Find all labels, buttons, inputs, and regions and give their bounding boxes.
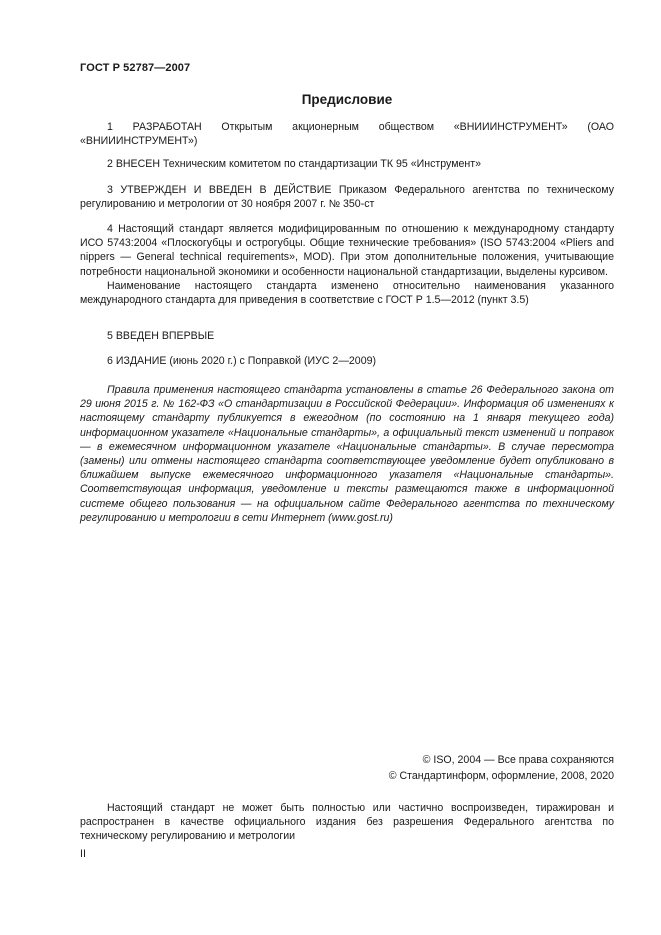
foreword-item-3 bbox=[80, 183, 614, 211]
foreword-item-text: 2 ВНЕСЕН Техническим комитетом по стандартизации ТК 95 «Инструмент» bbox=[107, 158, 481, 170]
foreword-item-2 bbox=[80, 157, 614, 171]
foreword-item-text: 3 УТВЕРЖДЕН И ВВЕДЕН В ДЕЙСТВИЕ Приказом Федерального агентства по техническому регулированию и метрологии от 30 ноября 2007 г. № 350-ст bbox=[80, 184, 614, 211]
foreword-item-6 bbox=[80, 354, 614, 368]
foreword-item-text: Наименование настоящего стандарта изменено относительно наименования указанного международного стандарта для приведения в соответствие с ГОСТ Р 1.5—2012 (пункт 3.5) bbox=[80, 279, 614, 307]
copyright-iso: © ISO, 2004 — Все права сохраняются bbox=[422, 754, 614, 766]
reproduction-notice-text: Настоящий стандарт не может быть полностью или частично воспроизведен, тиражирован и распространен в качестве официального издания без разрешения Федерального агентства по техническому регулированию и метрологии bbox=[80, 802, 614, 843]
copyright-standartinform: © Стандартинформ, оформление, 2008, 2020 bbox=[388, 770, 614, 782]
rules-notice bbox=[80, 383, 614, 525]
foreword-item-5 bbox=[80, 329, 614, 343]
page-number: II bbox=[80, 848, 86, 860]
foreword-item-1 bbox=[80, 120, 614, 148]
copyright-block bbox=[389, 752, 614, 784]
rules-notice-text: Правила применения настоящего стандарта установлены в статье 26 Федерального закона от 29 июня 2015 г. № 162-ФЗ «О стандартизации в Российской Федерации». Информация об изменениях к настоящему стандарту публикуется в ежегодном (по состоянию на 1 января текущего года) информационном указателе «Национальные стандарты», а официальный текст изменений и поправок — в ежемесячном информационном указателе «Национальные стандарты». В случае пересмотра (замены) или отмены настоящего стандарта соответствующее уведомление будет опубликовано в ближайшем выпуске ежемесячного информационного указателя «Национальные стандарты». Соответствующая информация, уведомление и тексты размещаются также в информационной системе общего пользования — на официальном сайте Федерального агентства по техническому регулированию и метрологии в сети Интернет (www.gost.ru) bbox=[80, 384, 614, 524]
foreword-item-text: 5 ВВЕДЕН ВПЕРВЫЕ bbox=[107, 330, 215, 342]
page-title: Предисловие bbox=[301, 92, 393, 107]
foreword-item-4 bbox=[80, 222, 614, 307]
reproduction-notice bbox=[80, 801, 614, 844]
foreword-item-text: 6 ИЗДАНИЕ (июнь 2020 г.) с Поправкой (ИУС 2—2009) bbox=[107, 355, 377, 367]
foreword-item-text: 4 Настоящий стандарт является модифицированным по отношению к международному стандарту ИСО 5743:2004 «Плоскогубцы и острогубцы. Общие технические требования» (ISO 5743:2004 «Pliers and nippers — General technical requirements», MOD). При этом дополнительные положения, учитывающие потребности национальной экономики и особенности национальной стандартизации, выделены курсивом. bbox=[80, 223, 614, 278]
foreword-item-text: 1 РАЗРАБОТАН Открытым акционерным обществом «ВНИИИНСТРУМЕНТ» (ОАО «ВНИИИНСТРУМЕНТ») bbox=[80, 121, 614, 148]
document-code: ГОСТ Р 52787—2007 bbox=[80, 62, 191, 74]
